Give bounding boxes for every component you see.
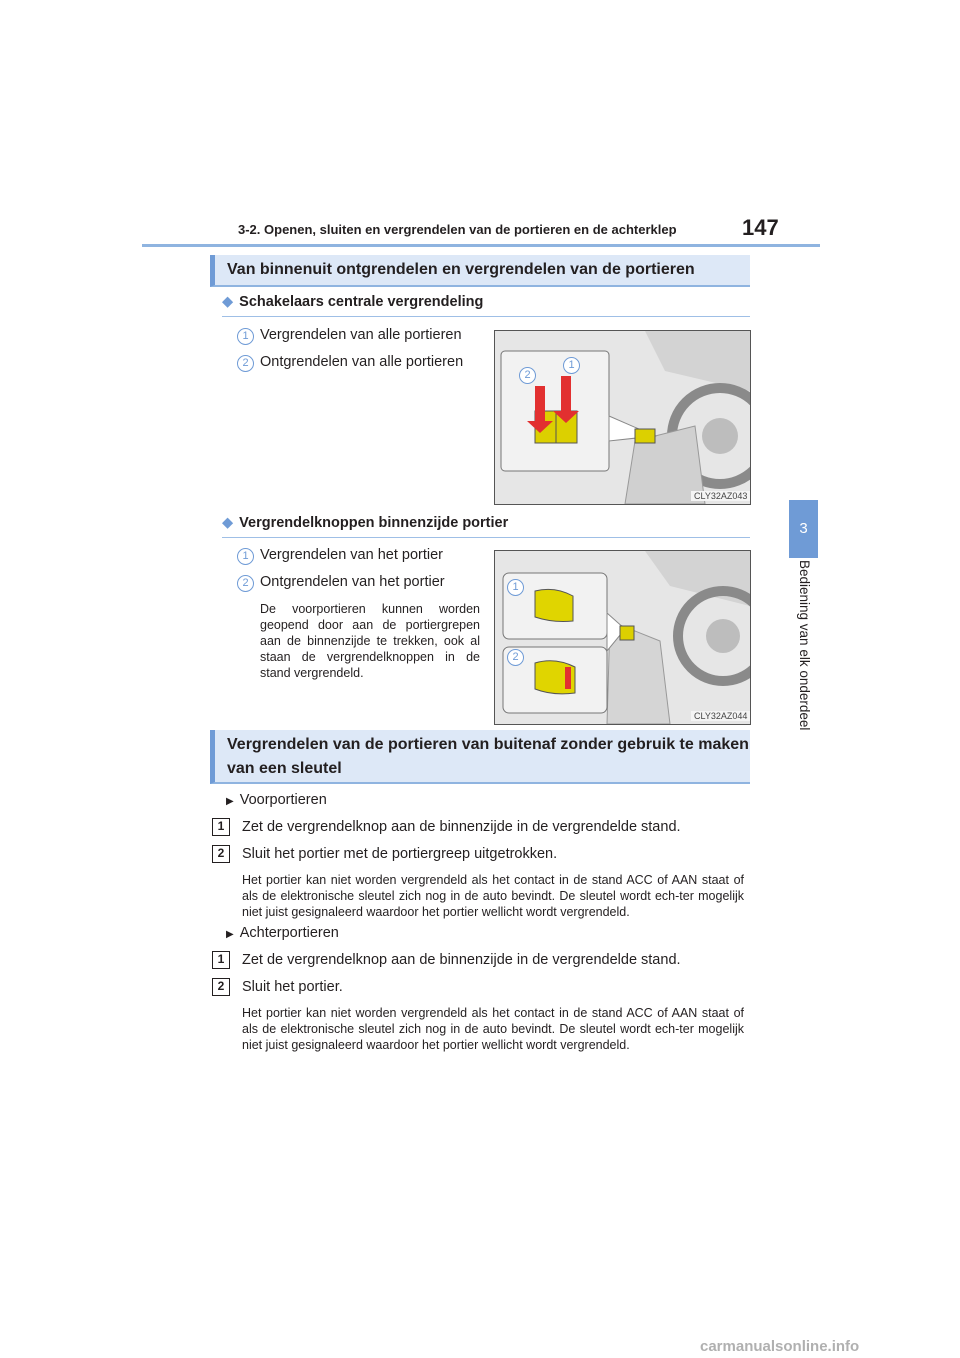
triangle-bullet-icon: ▶ — [226, 929, 234, 940]
list-item: Vergrendelen van het portier — [260, 547, 443, 563]
step-text: Sluit het portier. — [242, 979, 343, 995]
note-text: Het portier kan niet worden vergrendeld als het contact in de stand ACC of AAN staat of als de elektronische sleutel zich nog in de auto bevindt. De sleutel wordt ech-ter mogelijk niet juist gesignaleerd waardoor het portier wellicht wordt vergrendeld. — [242, 1006, 744, 1052]
subsection-heading-central-locking — [222, 294, 750, 310]
callout-icon: 2 — [519, 367, 536, 384]
chapter-tab: 3 — [789, 500, 818, 558]
list-item: Ontgrendelen van alle portieren — [260, 354, 464, 370]
diamond-icon: ◆ — [222, 294, 234, 310]
note-text: Het portier kan niet worden vergrendeld als het contact in de stand ACC of AAN staat of als de elektronische sleutel zich nog in de auto bevindt. De sleutel wordt ech-ter mogelijk niet juist gesignaleerd waardoor het portier wellicht wordt vergrendeld. — [242, 873, 744, 919]
callout-icon: 1 — [563, 357, 580, 374]
step-text: Sluit het portier met de portiergreep uitgetrokken. — [242, 846, 558, 862]
step-number-1-icon: 1 — [212, 951, 230, 969]
subsection-rule — [222, 316, 750, 317]
subsection-heading-inside-lock-buttons — [222, 515, 750, 531]
callout-icon: 2 — [507, 649, 524, 666]
circled-number-1-icon: 1 — [237, 328, 254, 345]
note-text: De voorportieren kunnen worden geopend door aan de portiergrepen aan de binnenzijde te trekken, ook al staan de vergrendelknoppen in de stand vergrendeld. — [260, 602, 480, 680]
inside-lock-button-illustration — [494, 550, 751, 725]
image-code: CLY32AZ044 — [691, 711, 750, 721]
step-text: Zet de vergrendelknop aan de binnenzijde in de vergrendelde stand. — [242, 819, 681, 835]
step-number-2-icon: 2 — [212, 978, 230, 996]
header-rule — [142, 244, 820, 247]
step-text: Zet de vergrendelknop aan de binnenzijde in de vergrendelde stand. — [242, 952, 681, 968]
chapter-header: 3-2. Openen, sluiten en vergrendelen van de portieren en de achterklep — [238, 222, 677, 237]
inside-lock-button-drawing — [495, 551, 750, 724]
triangle-bullet-icon: ▶ — [226, 796, 234, 807]
page-number: 147 — [742, 215, 779, 240]
section-banner-outside-locking — [210, 730, 750, 784]
section-title-line-2: van een sleutel — [227, 760, 342, 777]
watermark: carmanualsonline.info — [700, 1338, 860, 1355]
front-doors-heading — [226, 792, 327, 808]
diamond-icon: ◆ — [222, 515, 234, 531]
chapter-side-label — [796, 560, 812, 750]
callout-icon: 1 — [507, 579, 524, 596]
front-doors-heading-text: Voorportieren — [239, 792, 327, 808]
step-number-2-icon: 2 — [212, 845, 230, 863]
list-item: Ontgrendelen van het portier — [260, 574, 445, 590]
list-item: Vergrendelen van alle portieren — [260, 327, 462, 343]
section-banner-inside-locking — [210, 255, 750, 287]
door-lock-switch-illustration — [494, 330, 751, 505]
subsection-heading-text: Vergrendelknoppen binnenzijde portier — [239, 515, 509, 531]
step-number-1-icon: 1 — [212, 818, 230, 836]
circled-number-2-icon: 2 — [237, 575, 254, 592]
subsection-rule — [222, 537, 750, 538]
image-code: CLY32AZ043 — [691, 491, 750, 501]
section-title-line-1: Vergrendelen van de portieren van buitenaf zonder gebruik te maken — [227, 736, 749, 753]
circled-number-2-icon: 2 — [237, 355, 254, 372]
chapter-side-label-text: Bediening van elk onderdeel — [797, 560, 812, 731]
section-title: Van binnenuit ontgrendelen en vergrendelen van de portieren — [227, 261, 695, 278]
rear-doors-heading — [226, 925, 339, 941]
rear-doors-heading-text: Achterportieren — [239, 925, 339, 941]
subsection-heading-text: Schakelaars centrale vergrendeling — [239, 294, 484, 310]
door-lock-switch-drawing — [495, 331, 750, 504]
circled-number-1-icon: 1 — [237, 548, 254, 565]
